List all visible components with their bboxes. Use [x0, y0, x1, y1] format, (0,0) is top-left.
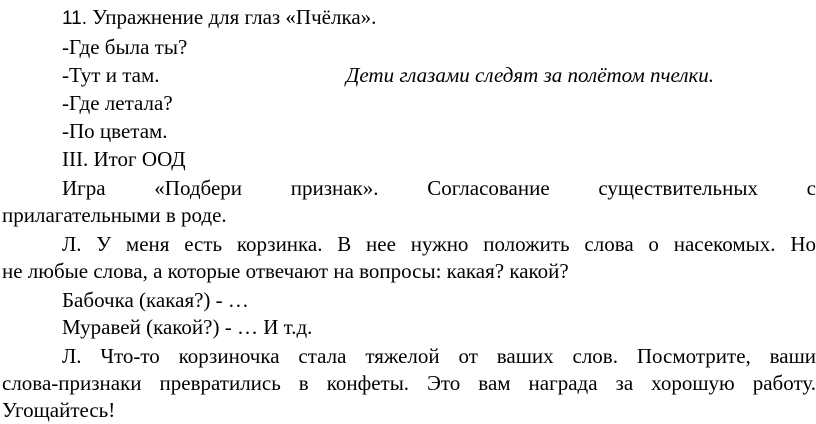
section-heading: III. Итог ООД: [62, 147, 186, 171]
closing-paragraph-line-1: Л. Что-то корзиночка стала тяжелой от ваших слов. Посмотрите, ваши: [62, 344, 816, 368]
dialog-line-1: -Где была ты?: [62, 35, 188, 59]
dialog-line-4: -По цветам.: [62, 119, 168, 143]
game-paragraph-line-2: прилагательными в роде.: [2, 203, 227, 227]
exercise-heading: [62, 4, 376, 30]
closing-paragraph-line-2: слова-признаки превратились в конфеты. Это вам награда за хорошую работу.: [2, 371, 816, 395]
instruction-note: Дети глазами следят за полётом пчелки.: [346, 63, 715, 87]
example-line-1: Бабочка (какая?) - …: [62, 288, 249, 312]
dialog-line-3: -Где летала?: [62, 91, 173, 115]
exercise-number: 11.: [62, 8, 88, 29]
exercise-title: Упражнение для глаз «Пчёлка».: [87, 5, 377, 29]
example-line-2: Муравей (какой?) - … И т.д.: [62, 315, 313, 339]
teacher-paragraph-line-2: не любые слова, а которые отвечают на вопросы: какая? какой?: [2, 259, 569, 283]
dialog-line-2: -Тут и там.: [62, 63, 160, 87]
teacher-paragraph-line-1: Л. У меня есть корзинка. В нее нужно положить слова о насекомых. Но: [62, 232, 816, 256]
game-paragraph-line-1: Игра «Подбери признак». Согласование существительных с: [62, 176, 816, 200]
closing-paragraph-line-3: Угощайтесь!: [2, 398, 116, 422]
